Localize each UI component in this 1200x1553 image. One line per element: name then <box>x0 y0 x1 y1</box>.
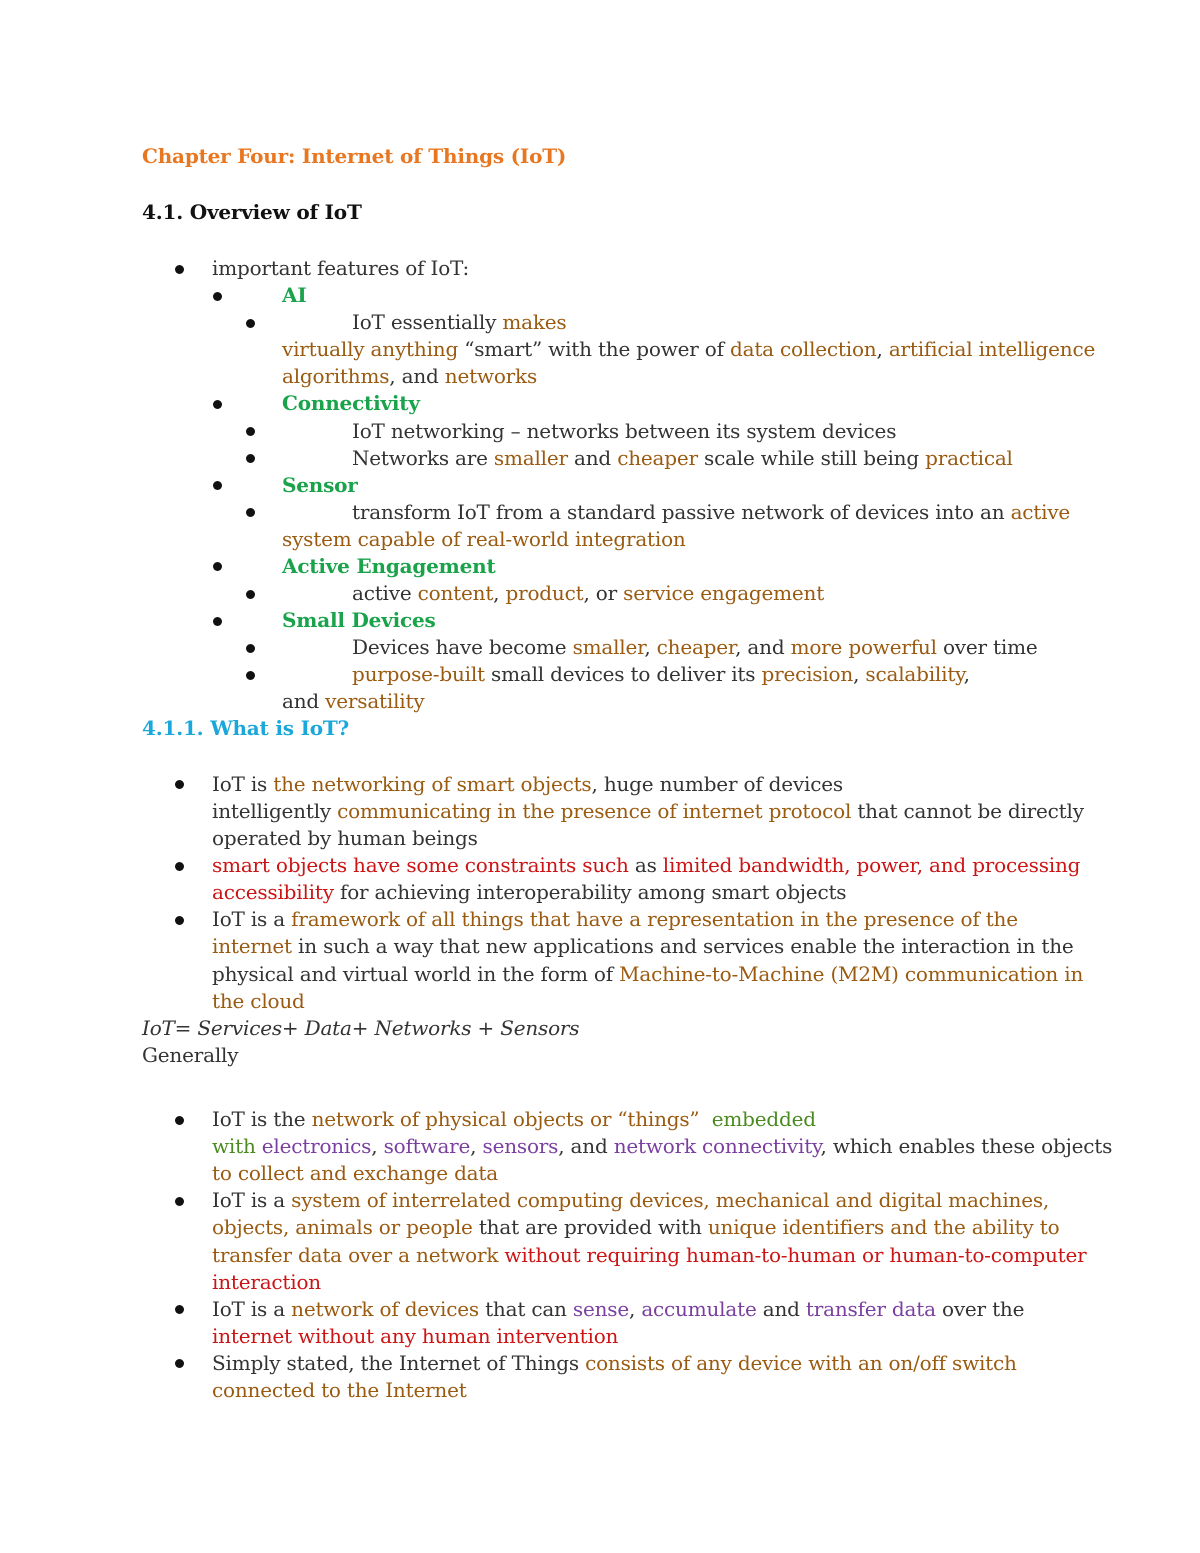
iot-formula: IoT= Services+ Data+ Networks + Sensors <box>142 1016 580 1040</box>
bullet <box>246 454 255 463</box>
active-engagement-line: active content, product, or service engagement <box>352 581 825 605</box>
gen-b1-line-2: with electronics, software, sensors, and network connectivity, which enables these objects <box>212 1134 1113 1158</box>
gen-b4-line-1: Simply stated, the Internet of Things consists of any device with an on/off switch <box>212 1351 1017 1375</box>
connectivity-line-2: Networks are smaller and cheaper scale while still being practical <box>352 446 1013 470</box>
ai-line-3: algorithms, and networks <box>282 364 538 388</box>
ai-line-2: virtually anything “smart” with the power of data collection, artificial intelligence <box>282 337 1096 361</box>
bullet <box>246 671 255 680</box>
bullet <box>213 292 222 301</box>
ai-line-1: IoT essentially makes <box>352 310 567 334</box>
section-heading-what-is-iot: 4.1.1. What is IoT? <box>142 716 350 740</box>
generally-label: Generally <box>142 1043 239 1067</box>
gen-b2-line-3: transfer data over a network without requiring human-to-human or human-to-computer <box>212 1243 1087 1267</box>
bullet <box>175 1305 184 1314</box>
bullet <box>246 427 255 436</box>
feature-sensor: Sensor <box>282 473 358 497</box>
bullet <box>175 916 184 925</box>
feature-active-engagement: Active Engagement <box>282 554 496 578</box>
gen-b2-line-2: objects, animals or people that are provided with unique identifiers and the ability to <box>212 1215 1060 1239</box>
what-b3-line-2: internet in such a way that new applications and services enable the interaction in the <box>212 934 1074 958</box>
bullet <box>213 481 222 490</box>
connectivity-line-1: IoT networking – networks between its system devices <box>352 419 897 443</box>
bullet <box>246 508 255 517</box>
small-devices-line-3: and versatility <box>282 689 425 713</box>
gen-b1-line-1: IoT is the network of physical objects or “things” embedded <box>212 1107 816 1131</box>
sensor-line-2: system capable of real-world integration <box>282 527 686 551</box>
gen-b4-line-2: connected to the Internet <box>212 1378 467 1402</box>
bullet <box>213 400 222 409</box>
bullet <box>213 562 222 571</box>
feature-small-devices: Small Devices <box>282 608 436 632</box>
gen-b2-line-4: interaction <box>212 1270 321 1294</box>
bullet <box>213 617 222 626</box>
sensor-line-1: transform IoT from a standard passive network of devices into an active <box>352 500 1071 524</box>
small-devices-line-1: Devices have become smaller, cheaper, and more powerful over time <box>352 635 1038 659</box>
feature-connectivity: Connectivity <box>282 391 420 415</box>
bullet <box>246 319 255 328</box>
gen-b1-line-3: to collect and exchange data <box>212 1161 498 1185</box>
gen-b3-line-2: internet without any human intervention <box>212 1324 619 1348</box>
small-devices-line-2: purpose-built small devices to deliver its precision, scalability, <box>352 662 970 686</box>
bullet <box>175 862 184 871</box>
what-b2-line-2: accessibility for achieving interoperability among smart objects <box>212 880 847 904</box>
what-b1-line-2: intelligently communicating in the presence of internet protocol that cannot be directly <box>212 799 1084 823</box>
bullet <box>246 644 255 653</box>
what-b3-line-3: physical and virtual world in the form of Machine-to-Machine (M2M) communication in <box>212 962 1084 986</box>
bullet <box>175 1197 184 1206</box>
chapter-title: Chapter Four: Internet of Things (IoT) <box>142 144 567 168</box>
what-b1-line-3: operated by human beings <box>212 826 478 850</box>
bullet <box>175 1116 184 1125</box>
what-b3-line-1: IoT is a framework of all things that have a representation in the presence of the <box>212 907 1018 931</box>
section-heading-overview: 4.1. Overview of IoT <box>142 200 362 224</box>
bullet <box>175 265 184 274</box>
gen-b3-line-1: IoT is a network of devices that can sense, accumulate and transfer data over the <box>212 1297 1025 1321</box>
bullet <box>175 780 184 789</box>
features-intro: important features of IoT: <box>212 256 470 280</box>
what-b2-line-1: smart objects have some constraints such as limited bandwidth, power, and processing <box>212 853 1081 877</box>
gen-b2-line-1: IoT is a system of interrelated computing devices, mechanical and digital machines, <box>212 1188 1050 1212</box>
bullet <box>175 1359 184 1368</box>
what-b1-line-1: IoT is the networking of smart objects, huge number of devices <box>212 772 843 796</box>
bullet <box>246 590 255 599</box>
feature-ai: AI <box>282 283 307 307</box>
what-b3-line-4: the cloud <box>212 989 305 1013</box>
